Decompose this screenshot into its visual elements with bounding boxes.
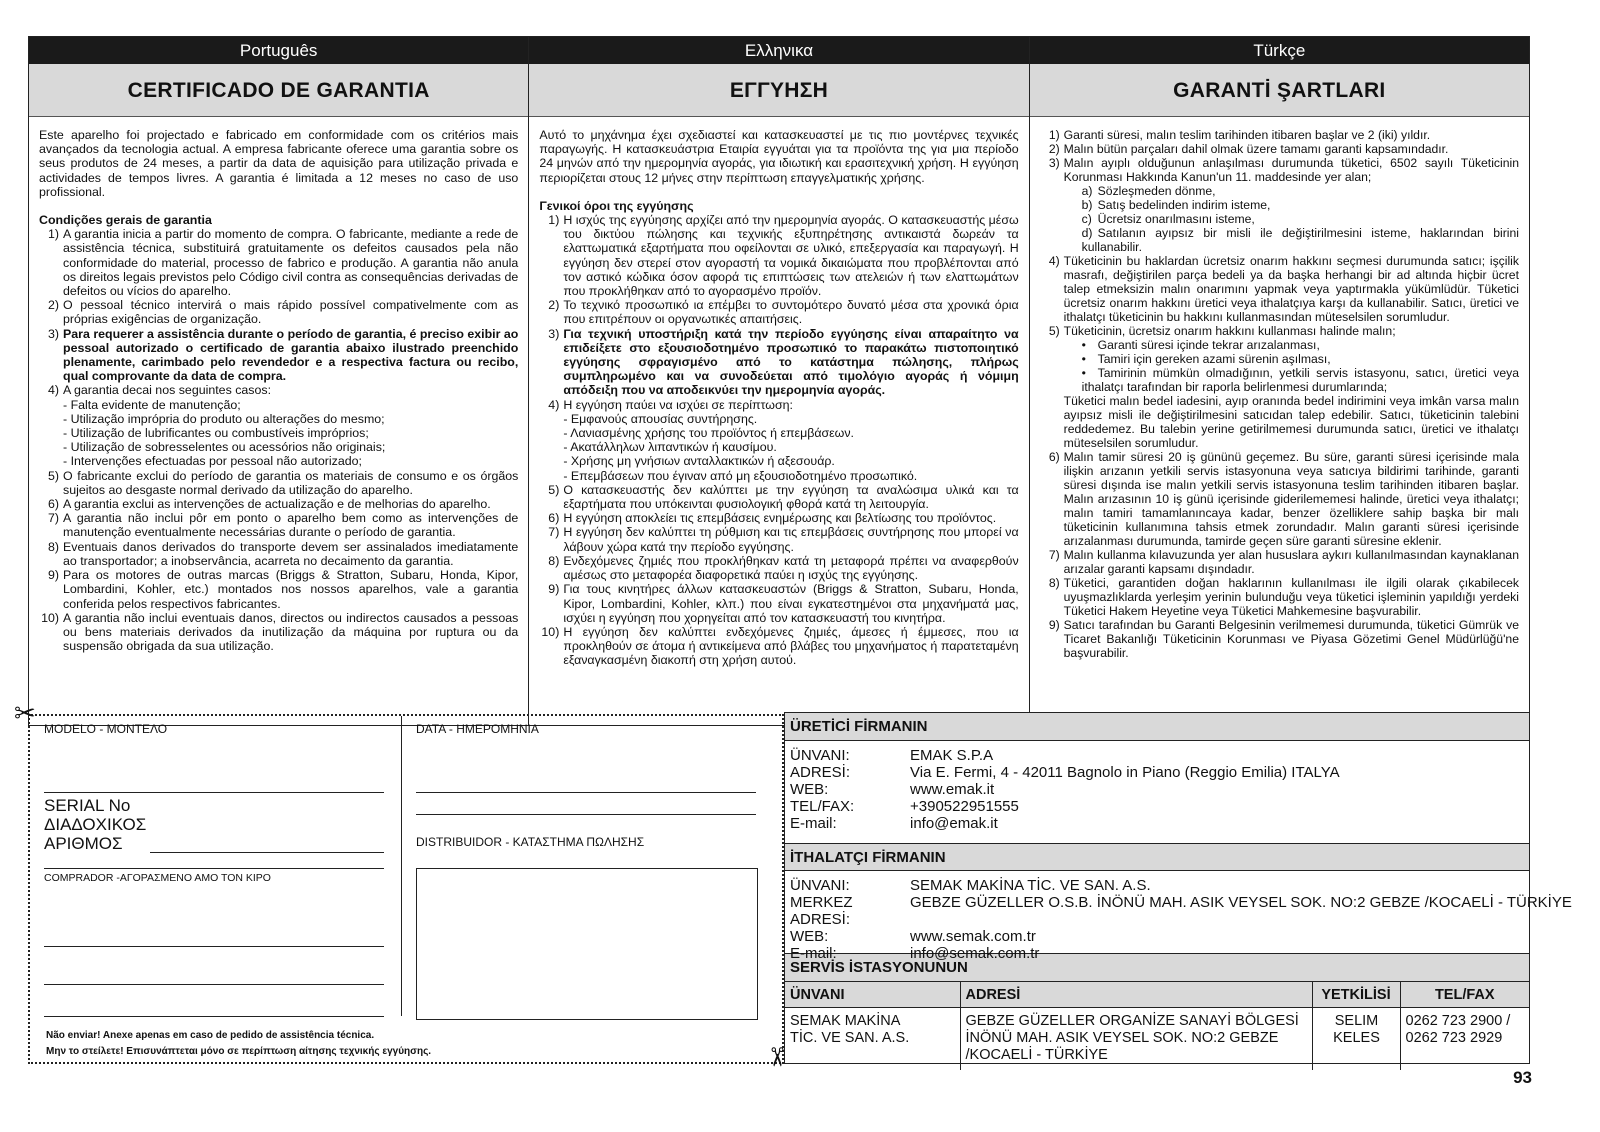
sub-item-text: Satış bedelinden indirim isteme, [1097,198,1271,212]
list-item [39,227,518,298]
language-label: Português [29,37,528,64]
column-title: ΕΓΓΥΗΣΗ [529,64,1028,117]
conditions-list [39,227,518,653]
item-text: Ενδεχόμενες ζημιές που προκλήθηκαν κατά τη μεταφορά πρέπει να αναφερθούν αμέσως στο μεταφορέα διαφορετικά παύει η ισχύς της εγγύησης. [563,553,1019,583]
sub-item: - Falta evidente de manutenção; [63,397,241,412]
info-value: EMAK S.P.A [910,747,994,764]
column-title: CERTIFICADO DE GARANTIA [29,64,528,117]
col-address: ADRESİ [960,982,1312,1008]
spacer [39,199,518,213]
item-number: 4) [47,383,59,398]
item-text: Η εγγύηση αποκλείει τις επεμβάσεις ενημέρωσης και βελτίωσης του προϊόντος. [563,511,997,526]
importer-heading: İTHALATÇI FİRMANIN [785,843,1529,871]
scissors-icon-bottom: ✂ [761,1046,792,1068]
sub-item: - Intervenções efectuadas por pessoal não autorizado; [63,454,362,469]
item-text: Η εγγύηση δεν καλύπτει τη ρύθμιση και τις επεμβάσεις συντήρησης που μπορεί να λάβουν χώρα κατά την περίοδο εγγύησης. [563,525,1019,554]
list-item [39,540,518,568]
info-value: www.emak.it [910,781,995,798]
column-0 [29,37,528,725]
sub-item-text: Sözleşmeden dönme, [1097,184,1216,198]
item-text-block [563,298,1018,326]
language-label: Türkçe [1030,37,1529,64]
sub-item-marker: c) [1081,212,1092,226]
list-item [39,383,518,468]
item-number: 1) [548,213,560,228]
list-item [39,327,518,384]
sub-item: - Utilização de lubrificantes ou combustíveis impróprios; [63,426,369,441]
item-text-block [563,398,1018,483]
item-number: 1) [47,227,59,242]
info-value: Via E. Fermi, 4 - 42011 Bagnolo in Piano (Reggio Emilia) ITALYA [910,764,1340,781]
item-text: Το τεχνικό προσωπικό ια επέμβει το συντομότερο δυνατό μέσα στα χρονικά όρια που επιτρέπουν οι οργανωτικές απαιτήσεις. [563,298,1019,327]
distributor-label: DISTRIBUIDOR - ΚΑΤΑΣΤΗΜΑ ΠΩΛΗΣΗΣ [416,835,645,849]
item-text: Tüketicinin, ücretsiz onarım hakkını kullanması halinde malın; [1063,324,1396,338]
serial-line [150,852,384,853]
list-item [1040,576,1519,618]
item-text: Malın bütün parçaları dahil olmak üzere tamamı garanti kapsamındadır. [1063,142,1449,156]
manufacturer-body [785,741,1529,843]
column-2 [1029,37,1529,725]
list-item [539,213,1018,298]
item-number: 5) [548,482,560,497]
item-text-block [563,554,1018,582]
distributor-stamp-box [416,868,758,1020]
item-text-block [63,511,518,539]
list-item [1040,324,1519,450]
sub-item-marker: a) [1081,184,1093,198]
item-followup: Tüketici malın bedel iadesini, ayıp oranında bedel indirimini veya imkân varsa malın ayıpsız misli ile değiştirilmesini satıcıdan talep edebilir. Satıcı, tüketicinin talebini reddedemez. Bu talebin yerine getirilmemesi durumunda satıcı, üretici ve ithalatçı müteselsilen sorumludur. [1063,394,1519,450]
item-number: 2) [548,298,560,313]
note-greek: Μην το στείλετε! Επισυνάπτεται μόνο σε περίπτωση αίτησης τεχνικής εγγύησης. [46,1046,432,1057]
item-text: Η εγγύηση παύει να ισχύει σε περίπτωση: [563,397,793,412]
info-value: GEBZE GÜZELLER O.S.B. İNÖNÜ MAH. ASIK VEYSEL SOK. NO:2 GEBZE /KOCAELİ - TÜRKİYE [910,894,1572,911]
info-value: info@semak.com.tr [910,945,1040,962]
item-text: Garanti süresi, malın teslim tarihinden itibaren başlar ve 2 (iki) yıldır. [1063,128,1431,142]
item-text: A garantia inicia a partir do momento de compra. O fabricante, mediante a rede de assistência técnica, substituirá gratuitamente os defeitos causados pela não conformidade do material, processo de fabrico e produção. A garantia não anula os direitos legais previstos pelo Código civil contra as consequências derivadas de defeitos ou vícios do aparelho. [63,227,519,299]
sub-item-text: Ücretsiz onarılmasını isteme, [1097,212,1255,226]
info-key: WEB: [790,781,829,798]
item-text-block [563,213,1018,298]
item-text: Satıcı tarafından bu Garanti Belgesinin verilmemesi durumunda, tüketici Gümrük ve Ticaret Bakanlığı Tüketicinin Korunması ve Piyasa Gözetimi Genel Müdürlüğü'ne başvurabilir. [1063,618,1519,660]
item-text-block [1064,548,1519,576]
info-row [790,928,1529,945]
sub-item [1064,226,1519,254]
sub-item: - Επεμβάσεων που έγιναν από μη εξουσιοδοτημένο προσωπικό. [563,468,918,483]
item-number: 2) [47,298,59,313]
item-text-block [63,298,518,326]
item-text: Η εγγύηση δεν καλύπτει ενδεχόμενες ζημιές, άμεσες ή έμμεσες, που ια προκληθούν σε άτομα ή αντικείμενα από βλάβες του μηχανήματος ή παρατεταμένη εξαναγκασμένη διακοπή στη χρήση αυτού. [563,624,1019,668]
date-label: DATA - ΗΜΕΡΟΜΗΝΙΑ [416,722,539,736]
column-1 [528,37,1028,725]
item-number: 6) [548,511,560,526]
scissors-icon: ✂ [14,698,36,728]
sub-item [1064,338,1519,352]
item-text: Malın ayıplı olduğunun anlaşılması durumunda tüketici, 6502 sayılı Tüketicinin Korunması Hakkında Kanun'un 11. maddesinde yer alan; [1063,156,1519,184]
manufacturer-heading: ÜRETİCİ FİRMANIN [785,713,1529,741]
item-text: Για τεχνική υποστήριξη κατά την περίοδο εγγύησης είναι απαραίτητο να επιδείξετε στο εξουσιοδοτημένο προσωπικό το παρακάτω πιστοποιητικό εγγύησης σφραγισμένο από το κατάστημα πώλησης, πλήρως συμπληρωμένο και να συνοδεύεται από τιμολόγιο αγοράς ή νόμιμη απόδειξη που να αποδεικνύει την ημερομηνία αγοράς. [563,326,1019,398]
item-text: Η ισχύς της εγγύησης αρχίζει από την ημερομηνία αγοράς. Ο κατασκευαστής μέσω του δικτύου πώλησης και τεχνικής εξυπηρέτησης αντικαιστά δωρεάν τα ελαττωματικά εξαρτήματα που οφείλονται σε υλικό, επεξεργασία και παραγωγή. Η εγγύηση δεν στερεί στον αγοραστή τα νομικά δικαιώματα που προβλέπονται από τον αστικό κώδικα όσον αφορά τις επιπτώσεις των ατελειών ή των ελαττωμάτων που προκλήθηκαν από το αγορασμένο προϊόν. [563,213,1019,299]
list-item [539,298,1018,326]
item-text-block [63,383,518,468]
item-number: 10) [41,610,59,625]
service-person: SELIM KELES [1312,1008,1400,1070]
list-item [539,398,1018,483]
item-text-block [1064,618,1519,660]
item-number: 3) [47,326,59,341]
item-text-block [563,525,1018,553]
info-row [790,764,1529,781]
model-line [44,792,384,793]
item-number: 5) [47,468,59,483]
item-text: A garantia não inclui eventuais danos, directos ou indirectos causados a pessoas ou bens materiais derivados da inutilização da máquina por ruptura ou da suspensão obrigada da sua utilização. [63,610,519,654]
item-text-block [63,611,518,654]
list-item [1040,142,1519,156]
column-body [529,117,1028,668]
info-value: +390522951555 [910,798,1019,815]
sub-item: - Χρήσης μη γνήσιων ανταλλακτικών ή αξεσουάρ. [563,454,835,469]
item-number: 9) [1048,618,1060,632]
list-item [1040,548,1519,576]
buyer-line-1 [44,946,384,947]
sub-item-marker: • [1081,366,1086,380]
info-row [790,798,1529,815]
item-text-block [63,568,518,611]
item-text-block [1064,254,1519,324]
list-item [1040,254,1519,324]
item-number: 7) [1048,548,1060,562]
conditions-list [1040,128,1519,660]
service-heading: SERVİS İSTASYONUNUN [785,953,1529,981]
sub-item: - Utilização de sobresselentes ou acessórios não originais; [63,440,386,455]
list-item [1040,156,1519,254]
sub-item: - Λανιασμένης χρήσης του προϊόντος ή επεμβάσεων. [563,426,854,441]
item-text-block [563,483,1018,511]
buyer-line-2 [44,984,384,985]
item-text-block [1064,128,1519,142]
info-row [790,877,1529,894]
item-text: A garantia exclui as intervenções de actualização e de melhorias do aparelho. [63,497,491,512]
warranty-columns [28,36,1530,726]
conditions-heading: Condições gerais de garantia [39,213,212,228]
list-item [39,469,518,497]
info-key: WEB: [790,928,829,945]
info-value: www.semak.com.tr [910,928,1036,945]
item-text-block [63,327,518,384]
sub-item [1064,366,1519,394]
sub-item-text: Garanti süresi içinde tekrar arızalanması, [1097,338,1320,352]
item-number: 9) [548,582,560,597]
intro-paragraph: Αυτό το μηχάνημα έχει σχεδιαστεί και κατασκευαστεί με τις πιο μοντέρνες τεχνικές παραγωγής. Η κατασκευάστρια Εταιρία εγγυάται για τα προϊόντα της για μια περίοδο 24 μηνών από την ημερομηνία αγοράς, για ιδιωτική και ερασιτεχνική χρήση. Η εγγύηση περιορίζεται στους 12 μήνες στην περίπτωση επαγγελματικής χρήσης. [539,128,1019,185]
conditions-heading: Γενικοί όροι της εγγύησης [539,198,694,213]
item-text-block [563,582,1018,625]
service-table [785,981,1529,1070]
date-line-1 [416,792,756,793]
column-body [1030,117,1529,660]
list-item [1040,128,1519,142]
info-row [790,747,1529,764]
item-text: Malın kullanma kılavuzunda yer alan hususlara aykırı kullanılmasından kaynaklanan arızalar garanti kapsamı dışındadır. [1063,548,1519,576]
list-item [39,568,518,611]
item-text: O pessoal técnico intervirá o mais rápido possível compativelmente com as próprias exigências de organização. [63,298,519,327]
item-text: A garantia decai nos seguintes casos: [63,383,272,398]
sub-item-marker: b) [1081,198,1093,212]
list-item [1040,618,1519,660]
info-row [790,815,1529,832]
item-text-block [63,497,518,511]
buyer-label: COMPRADOR -ΑΓΟΡΑΣΜΕΝΟ ΑΜΟ ΤΟΝ ΚΙΡΟ [44,872,271,884]
item-number: 10) [541,624,560,639]
list-item [39,497,518,511]
sub-item-text: Satılanın ayıpsız bir misli ile değiştirilmesini isteme, haklarından birini kullanabilir. [1081,226,1519,254]
list-item [539,483,1018,511]
item-text: A garantia não inclui pôr em ponto o aparelho bem como as intervenções de manutenção eventualmente necessárias durante o período de garantia. [63,511,519,540]
note-portuguese: Não enviar! Anexe apenas em caso de pedido de assistência técnica. [46,1030,375,1041]
info-key: ÜNVANI: [790,877,850,894]
serial-label: SERIAL No ΔΙΑΔΟΧΙΚΟΣ ΑΡΙΘΜΟΣ [44,796,147,853]
sub-item: - Εμφανούς απουσίας συντήρησης. [563,411,758,426]
sub-item: - Utilização imprópria do produto ou alterações do mesmo; [63,411,385,426]
info-key: MERKEZ ADRESİ: [790,894,853,928]
item-text-block [1064,156,1519,254]
page-number: 93 [1513,1068,1532,1087]
item-number: 4) [1048,254,1060,268]
sub-item-marker: • [1081,338,1086,352]
item-text: Eventuais danos derivados do transporte devem ser assinalados imediatamente ao transportador; a inobservância, acarreta no decaimento da garantia. [63,539,519,568]
info-key: ADRESİ: [790,764,851,781]
list-item [39,511,518,539]
info-key: E-mail: [790,815,837,832]
item-number: 8) [1048,576,1060,590]
item-text-block [563,511,1018,525]
intro-paragraph: Este aparelho foi projectado e fabricado em conformidade com os critérios mais avançados da tecnologia actual. A empresa fabricante oferece uma garantia sobre os seus produtos de 24 meses, a partir da data de aquisição para utilização privada e actividades de tempos livres. A garantia é limitada a 12 meses no caso de uso profissional. [39,128,519,199]
item-text-block [563,625,1018,668]
sub-item [1064,352,1519,366]
list-item [39,298,518,326]
item-text-block [1064,576,1519,618]
spacer [539,185,1018,199]
service-address: GEBZE GÜZELLER ORGANİZE SANAYİ BÖLGESİ İNÖNÜ MAH. ASIK VEYSEL SOK. NO:2 GEBZE /KOCAELİ - TÜRKİYE [960,1008,1312,1070]
item-text: Para requerer a assistência durante o período de garantia, é preciso exibir ao pessoal autorizado o certificado de garantia abaixo ilustrado preenchido plenamente, carimbado pelo revendedor e a respectiva factura ou recibo, qual comprovante da data de compra. [63,326,519,384]
item-text-block [563,327,1018,398]
item-text: Tüketicinin bu haklardan ücretsiz onarım hakkını seçmesi durumunda satıcı; işçilik masrafı, değiştirilen parça bedeli ya da başka herhangi bir ad altında hiçbir ücret talep etmeksizin malın onarımını yapmak veya yaptırmakla yükümlüdür. Tüketici ücretsiz onarım hakkını üretici veya ithalatçıya karşı da kullanabilir. Satıcı, üretici ve ithalatçı tüketicinin bu hakkını kullanmasından müteselsilen sorumludur. [1063,254,1519,324]
service-name: SEMAK MAKİNA TİC. VE SAN. A.S. [785,1008,960,1070]
serial-underline [44,868,384,869]
item-text: Για τους κινητήρες άλλων κατασκευαστών (Briggs & Stratton, Subaru, Honda, Kipor, Lombardini, Kohler, κλπ.) που είναι εγκατεστημένοι στα μηχανήματά μας, ισχύει η εγγύηση που χορηγείται από τον κατασκευαστή του κινητήρα. [563,582,1019,625]
list-item [539,511,1018,525]
col-person: YETKİLİSİ [1312,982,1400,1008]
item-number: 7) [548,525,560,540]
service-header-row [785,982,1529,1008]
conditions-list [539,213,1018,668]
item-number: 8) [47,539,59,554]
item-text-block [1064,142,1519,156]
item-text-block [1064,450,1519,548]
item-text: Ο κατασκευαστής δεν καλύπτει με την εγγύηση τα αναλώσιμα υλικά και τα εξαρτήματα που υπόκεινται φυσιολογική φθορά κατά τη λειτουργία. [563,482,1019,512]
item-number: 9) [47,568,59,583]
date-line-2 [416,814,756,815]
model-label: MODELO - ΜΟΝΤΕΛΟ [44,722,168,736]
importer-body [785,871,1572,962]
sub-item-text: Tamiri için gereken azami sürenin aşılması, [1097,352,1331,366]
list-item [539,327,1018,398]
warranty-card [28,714,784,1064]
list-item [539,554,1018,582]
sub-item-marker: d) [1081,226,1093,240]
item-text: Para os motores de outras marcas (Briggs & Stratton, Subaru, Honda, Kipor, Lombardini, Kohler, etc.) montados nos nossos aparelhos, vale a garantia conferida pelos respectivos fabricantes. [63,568,519,611]
card-divider [401,716,402,1016]
item-text: Tüketici, garantiden doğan haklarının kullanılması ile ilgili olarak çıkabilecek uyuşmazlıklarda yerleşim yerinin bulunduğu veya tüketici işleminin yapıldığı yerdeki Tüketici Hakem Heyetine veya Tüketici Mahkemesine başvurabilir. [1063,576,1519,618]
item-text: Malın tamir süresi 20 iş gününü geçemez. Bu süre, garanti süresi içerisinde mala ilişkin arızanın yetkili servis istasyonuna veya satıcıya bildirimi tarihinde, garanti süresi dışında ise malın yetkili servis istasyonuna teslim tarihinden itibaren başlar. Malın arızasının 10 iş günü içerisinde giderilememesi halinde, üretici veya ithalatçı; malın tamiri tamamlanıncaya kadar, benzer özelliklere sahip başka bir malı tüketicinin kullanımına tahsis etmek zorundadır. Malın garanti süresi içerisinde arızalanması durumunda, tamirde geçen süre garanti süresine eklenir. [1063,450,1519,548]
item-number: 6) [47,497,59,512]
info-key: ÜNVANI: [790,747,850,764]
item-number: 3) [1048,156,1060,170]
list-item [539,582,1018,625]
info-value: SEMAK MAKİNA TİC. VE SAN. A.S. [910,877,1151,894]
info-row [790,894,1572,928]
item-number: 3) [548,326,560,341]
list-item [539,525,1018,553]
buyer-line-3 [44,1016,384,1017]
sub-item-text: Tamirinin mümkün olmadığının, yetkili servis istasyonu, satıcı, üretici veya ithalatçı tarafından bir raporla belirlenmesi durumlarında; [1081,366,1519,394]
item-text-block [63,540,518,568]
list-item [539,625,1018,668]
column-title: GARANTİ ŞARTLARI [1030,64,1529,117]
sub-item-marker: • [1081,352,1086,366]
column-body [29,117,528,653]
sub-item [1064,198,1519,212]
company-info [784,712,1572,1064]
info-key: TEL/FAX: [790,798,855,815]
col-name: ÜNVANI [785,982,960,1008]
sub-item [1064,212,1519,226]
item-number: 6) [1048,450,1060,464]
item-number: 2) [1048,142,1060,156]
col-telfax: TEL/FAX [1400,982,1529,1008]
item-number: 4) [548,397,560,412]
item-text-block [63,469,518,497]
item-text-block [1064,324,1519,450]
item-text: O fabricante exclui do período de garantia os materiais de consumo e os órgãos sujeitos ao desgaste normal derivado da utilização do aparelho. [63,468,519,497]
service-row [785,1008,1529,1070]
sub-item [1064,184,1519,198]
sub-item: - Ακατάλληλων λιπαντικών ή καυσίμου. [563,440,777,455]
item-number: 1) [1048,128,1060,142]
info-value: info@emak.it [910,815,998,832]
service-telfax: 0262 723 2900 / 0262 723 2929 [1400,1008,1529,1070]
item-number: 5) [1048,324,1060,338]
item-text-block [63,227,518,298]
language-label: Ελληνικα [529,37,1028,64]
info-row [790,781,1529,798]
item-number: 8) [548,553,560,568]
item-number: 7) [47,511,59,526]
list-item [39,611,518,654]
list-item [1040,450,1519,548]
